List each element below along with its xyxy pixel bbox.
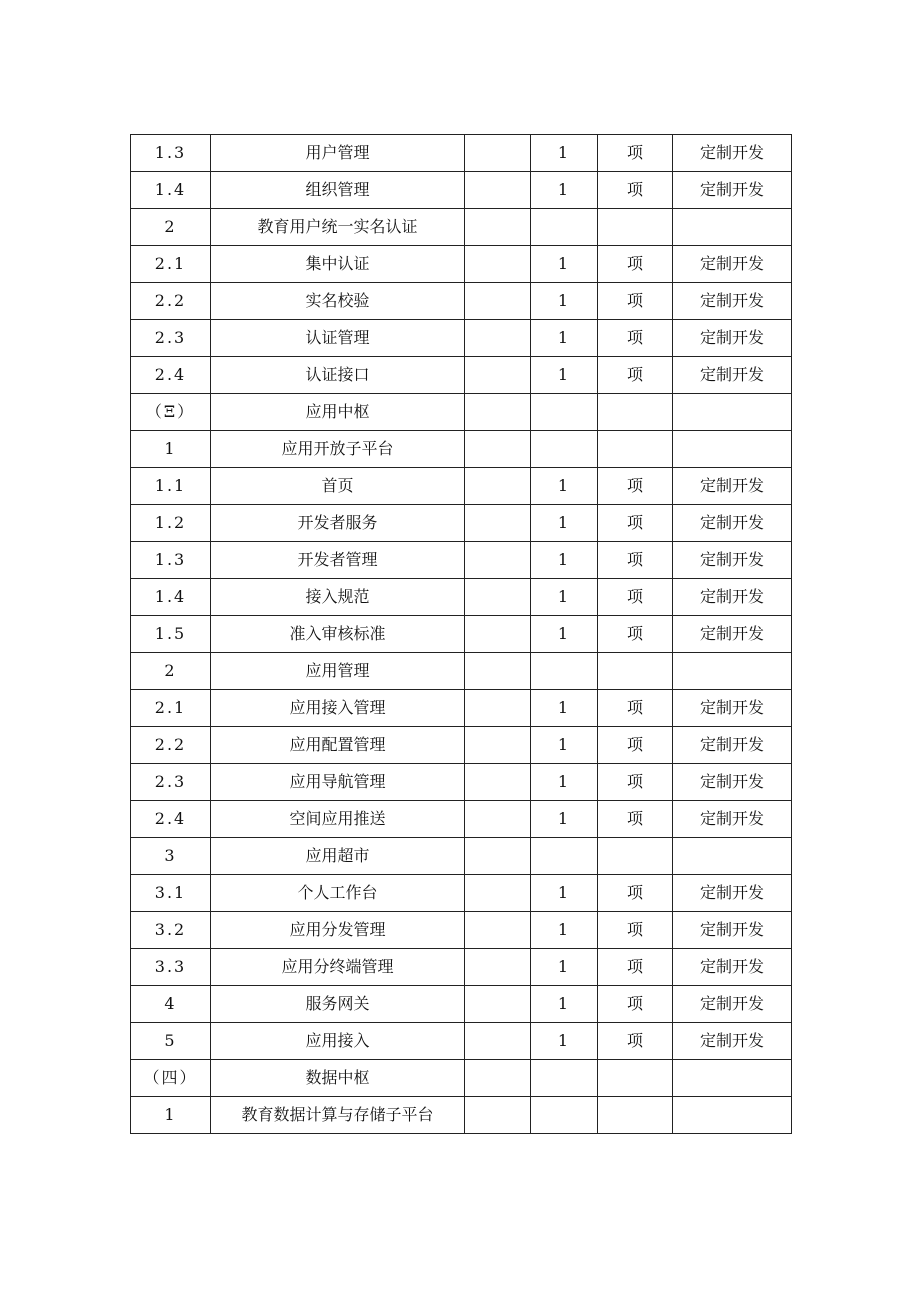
quantity-cell: 1 (531, 246, 598, 283)
unit-cell: 项 (598, 801, 673, 838)
table-row (131, 949, 792, 986)
row-number-cell: 1.2 (131, 505, 211, 542)
unit-cell: 项 (598, 616, 673, 653)
item-name-cell: 应用分发管理 (211, 912, 465, 949)
table-row (131, 209, 792, 246)
remark-cell (673, 431, 792, 468)
row-number-cell: 1.3 (131, 135, 211, 172)
table-row (131, 801, 792, 838)
row-number-cell: 3.3 (131, 949, 211, 986)
spec-cell (465, 912, 531, 949)
row-number-cell: 5 (131, 1023, 211, 1060)
row-number-cell: 2 (131, 209, 211, 246)
spec-cell (465, 394, 531, 431)
table-row (131, 1023, 792, 1060)
unit-cell: 项 (598, 690, 673, 727)
unit-cell: 项 (598, 912, 673, 949)
unit-cell (598, 1097, 673, 1134)
quantity-cell: 1 (531, 357, 598, 394)
spec-cell (465, 320, 531, 357)
row-number-cell: 3.1 (131, 875, 211, 912)
remark-cell: 定制开发 (673, 949, 792, 986)
procurement-table (130, 134, 792, 1134)
remark-cell: 定制开发 (673, 912, 792, 949)
quantity-cell: 1 (531, 579, 598, 616)
quantity-cell: 1 (531, 468, 598, 505)
item-name-cell: 应用分终端管理 (211, 949, 465, 986)
table-row (131, 653, 792, 690)
table-row (131, 431, 792, 468)
quantity-cell: 1 (531, 764, 598, 801)
spec-cell (465, 542, 531, 579)
remark-cell (673, 1060, 792, 1097)
item-name-cell: 实名校验 (211, 283, 465, 320)
spec-cell (465, 505, 531, 542)
table-row (131, 283, 792, 320)
remark-cell: 定制开发 (673, 542, 792, 579)
table-row (131, 579, 792, 616)
unit-cell (598, 653, 673, 690)
quantity-cell: 1 (531, 690, 598, 727)
remark-cell: 定制开发 (673, 246, 792, 283)
quantity-cell: 1 (531, 801, 598, 838)
row-number-cell: 2.4 (131, 801, 211, 838)
row-number-cell: 1.4 (131, 172, 211, 209)
item-name-cell: 用户管理 (211, 135, 465, 172)
quantity-cell (531, 209, 598, 246)
table-body (131, 135, 792, 1134)
unit-cell: 项 (598, 875, 673, 912)
quantity-cell: 1 (531, 986, 598, 1023)
remark-cell: 定制开发 (673, 172, 792, 209)
quantity-cell (531, 838, 598, 875)
spec-cell (465, 949, 531, 986)
item-name-cell: 教育用户统一实名认证 (211, 209, 465, 246)
item-name-cell: 准入审核标准 (211, 616, 465, 653)
quantity-cell: 1 (531, 875, 598, 912)
spec-cell (465, 616, 531, 653)
row-number-cell: 4 (131, 986, 211, 1023)
quantity-cell: 1 (531, 320, 598, 357)
item-name-cell: 个人工作台 (211, 875, 465, 912)
table-row (131, 764, 792, 801)
unit-cell (598, 209, 673, 246)
spec-cell (465, 283, 531, 320)
unit-cell: 项 (598, 172, 673, 209)
remark-cell (673, 394, 792, 431)
spec-cell (465, 727, 531, 764)
item-name-cell: 应用管理 (211, 653, 465, 690)
quantity-cell: 1 (531, 727, 598, 764)
spec-cell (465, 986, 531, 1023)
item-name-cell: 认证管理 (211, 320, 465, 357)
quantity-cell: 1 (531, 616, 598, 653)
unit-cell: 项 (598, 357, 673, 394)
item-name-cell: 开发者管理 (211, 542, 465, 579)
remark-cell: 定制开发 (673, 1023, 792, 1060)
spec-cell (465, 579, 531, 616)
unit-cell: 项 (598, 135, 673, 172)
table-row (131, 357, 792, 394)
remark-cell: 定制开发 (673, 616, 792, 653)
quantity-cell: 1 (531, 505, 598, 542)
remark-cell: 定制开发 (673, 135, 792, 172)
row-number-cell: 1 (131, 1097, 211, 1134)
spec-cell (465, 135, 531, 172)
unit-cell: 项 (598, 320, 673, 357)
quantity-cell (531, 1060, 598, 1097)
unit-cell (598, 838, 673, 875)
row-number-cell: （四） (131, 1060, 211, 1097)
table-row (131, 727, 792, 764)
quantity-cell: 1 (531, 1023, 598, 1060)
spec-cell (465, 875, 531, 912)
table-row (131, 875, 792, 912)
table-row (131, 690, 792, 727)
unit-cell: 项 (598, 764, 673, 801)
table-row (131, 912, 792, 949)
table-row (131, 135, 792, 172)
item-name-cell: 应用开放子平台 (211, 431, 465, 468)
spec-cell (465, 468, 531, 505)
table-row (131, 394, 792, 431)
row-number-cell: 2.2 (131, 283, 211, 320)
remark-cell: 定制开发 (673, 875, 792, 912)
remark-cell: 定制开发 (673, 764, 792, 801)
row-number-cell: 1 (131, 431, 211, 468)
spec-cell (465, 801, 531, 838)
spec-cell (465, 690, 531, 727)
item-name-cell: 服务网关 (211, 986, 465, 1023)
item-name-cell: 应用接入 (211, 1023, 465, 1060)
quantity-cell (531, 394, 598, 431)
spec-cell (465, 1097, 531, 1134)
row-number-cell: 2 (131, 653, 211, 690)
unit-cell: 项 (598, 505, 673, 542)
unit-cell: 项 (598, 542, 673, 579)
item-name-cell: 认证接口 (211, 357, 465, 394)
item-name-cell: 教育数据计算与存储子平台 (211, 1097, 465, 1134)
row-number-cell: 3.2 (131, 912, 211, 949)
item-name-cell: 组织管理 (211, 172, 465, 209)
quantity-cell: 1 (531, 542, 598, 579)
item-name-cell: 应用导航管理 (211, 764, 465, 801)
item-name-cell: 空间应用推送 (211, 801, 465, 838)
remark-cell: 定制开发 (673, 357, 792, 394)
unit-cell: 项 (598, 579, 673, 616)
item-name-cell: 接入规范 (211, 579, 465, 616)
quantity-cell: 1 (531, 172, 598, 209)
table-row (131, 172, 792, 209)
unit-cell: 项 (598, 246, 673, 283)
item-name-cell: 数据中枢 (211, 1060, 465, 1097)
spec-cell (465, 357, 531, 394)
table-row (131, 1097, 792, 1134)
spec-cell (465, 653, 531, 690)
row-number-cell: 2.3 (131, 320, 211, 357)
remark-cell: 定制开发 (673, 320, 792, 357)
spec-cell (465, 1060, 531, 1097)
quantity-cell (531, 431, 598, 468)
remark-cell (673, 1097, 792, 1134)
spec-cell (465, 1023, 531, 1060)
row-number-cell: 3 (131, 838, 211, 875)
quantity-cell (531, 653, 598, 690)
item-name-cell: 应用配置管理 (211, 727, 465, 764)
row-number-cell: 1.5 (131, 616, 211, 653)
unit-cell: 项 (598, 986, 673, 1023)
unit-cell (598, 394, 673, 431)
table-row (131, 468, 792, 505)
table-row (131, 505, 792, 542)
unit-cell: 项 (598, 1023, 673, 1060)
row-number-cell: 2.2 (131, 727, 211, 764)
quantity-cell (531, 1097, 598, 1134)
quantity-cell: 1 (531, 912, 598, 949)
remark-cell: 定制开发 (673, 579, 792, 616)
item-name-cell: 集中认证 (211, 246, 465, 283)
row-number-cell: （Ξ） (131, 394, 211, 431)
item-name-cell: 应用中枢 (211, 394, 465, 431)
unit-cell (598, 431, 673, 468)
table-row (131, 1060, 792, 1097)
spec-cell (465, 838, 531, 875)
remark-cell: 定制开发 (673, 727, 792, 764)
table-row (131, 986, 792, 1023)
item-name-cell: 开发者服务 (211, 505, 465, 542)
row-number-cell: 1.4 (131, 579, 211, 616)
row-number-cell: 2.1 (131, 246, 211, 283)
row-number-cell: 2.3 (131, 764, 211, 801)
remark-cell: 定制开发 (673, 801, 792, 838)
remark-cell: 定制开发 (673, 986, 792, 1023)
item-name-cell: 应用超市 (211, 838, 465, 875)
unit-cell: 项 (598, 468, 673, 505)
remark-cell (673, 209, 792, 246)
remark-cell: 定制开发 (673, 690, 792, 727)
table-row (131, 838, 792, 875)
row-number-cell: 1.1 (131, 468, 211, 505)
remark-cell: 定制开发 (673, 505, 792, 542)
quantity-cell: 1 (531, 283, 598, 320)
table-row (131, 616, 792, 653)
quantity-cell: 1 (531, 135, 598, 172)
row-number-cell: 2.1 (131, 690, 211, 727)
spec-cell (465, 431, 531, 468)
quantity-cell: 1 (531, 949, 598, 986)
remark-cell (673, 653, 792, 690)
row-number-cell: 1.3 (131, 542, 211, 579)
table-row (131, 320, 792, 357)
item-name-cell: 应用接入管理 (211, 690, 465, 727)
spec-cell (465, 764, 531, 801)
spec-cell (465, 172, 531, 209)
spec-cell (465, 209, 531, 246)
remark-cell (673, 838, 792, 875)
unit-cell: 项 (598, 727, 673, 764)
spec-cell (465, 246, 531, 283)
remark-cell: 定制开发 (673, 283, 792, 320)
item-name-cell: 首页 (211, 468, 465, 505)
remark-cell: 定制开发 (673, 468, 792, 505)
unit-cell (598, 1060, 673, 1097)
unit-cell: 项 (598, 949, 673, 986)
row-number-cell: 2.4 (131, 357, 211, 394)
table-row (131, 246, 792, 283)
table-row (131, 542, 792, 579)
unit-cell: 项 (598, 283, 673, 320)
